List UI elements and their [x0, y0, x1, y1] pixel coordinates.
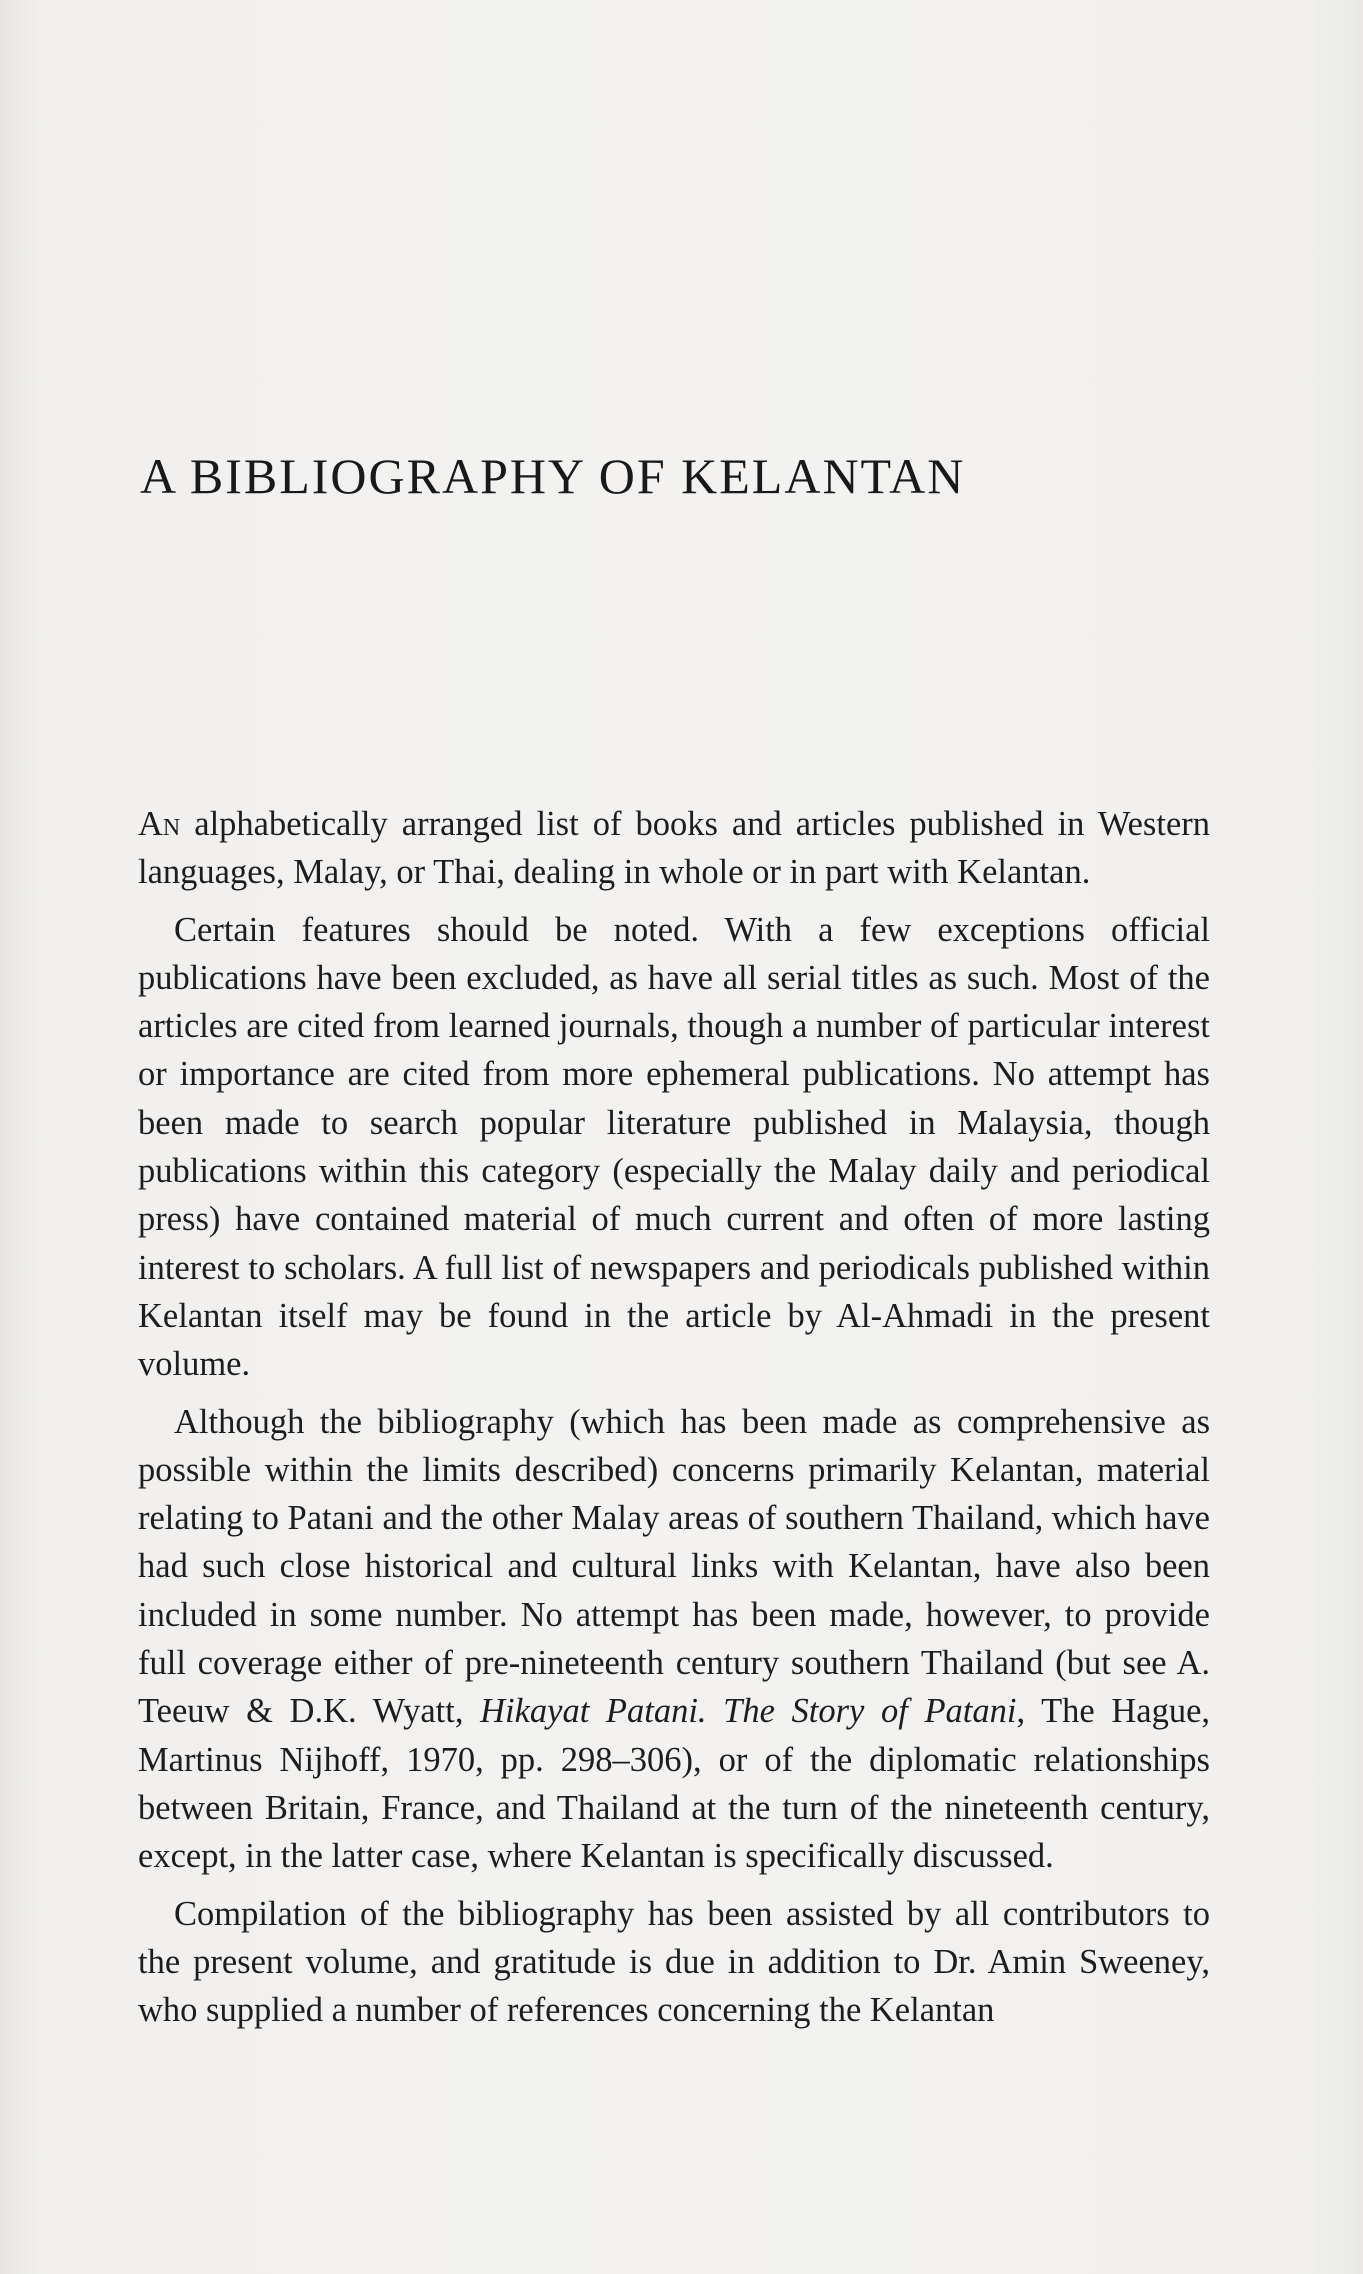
cited-book-title: Hikayat Patani. The Story of Patani	[480, 1692, 1017, 1731]
paragraph-intro	[138, 800, 1210, 897]
page-title: A BIBLIOGRAPHY OF KELANTAN	[140, 448, 966, 504]
paragraph-features: Certain features should be noted. With a few exceptions official publications have been excluded, as have all serial titles as such. Most of the articles are cited from learned journals, though a number of particular interest or importance are cited from more ephemeral publications. No attempt has been made to search popular literature published in Malaysia, though publications within this category (especially the Malay daily and periodical press) have contained material of much current and often of more lasting interest to scholars. A full list of newspapers and periodicals published within Kelantan itself may be found in the article by Al-Ahmadi in the present volume.	[138, 910, 1210, 1384]
paragraph-lead-word: An	[138, 805, 181, 843]
paragraph-scope-text-b: , The Hague, Martinus Nijhoff, 1970, pp. 298–306), or of the diplomatic relationships between Britain, France, and Thailand at the turn of the nineteenth century, except, in the latter case, where Kelantan is specifically discussed.	[138, 1692, 1211, 1876]
paragraph-scope-text-a: Although the bibliography (which has been made as comprehensive as possible within the limits described) concerns primarily Kelantan, material relating to Patani and the other Malay areas of southern Thailand, which have had such close historical and cultural links with Kelantan, have also been included in some number. No attempt has been made, however, to provide full coverage either of pre-nineteenth century southern Thailand (but see A. Teeuw & D.K. Wyatt,	[138, 1402, 1210, 1731]
paragraph-intro-text: alphabetically arranged list of books and articles published in Western languages, Malay, or Thai, dealing in whole or in part with Kelantan.	[138, 805, 1210, 892]
body-text	[138, 800, 1210, 2043]
paragraph-scope	[138, 1398, 1210, 1881]
paragraph-acknowledgements: Compilation of the bibliography has been assisted by all contributors to the present volume, and gratitude is due in addition to Dr. Amin Sweeney, who supplied a number of references concerning the Kelantan	[138, 1894, 1210, 2030]
